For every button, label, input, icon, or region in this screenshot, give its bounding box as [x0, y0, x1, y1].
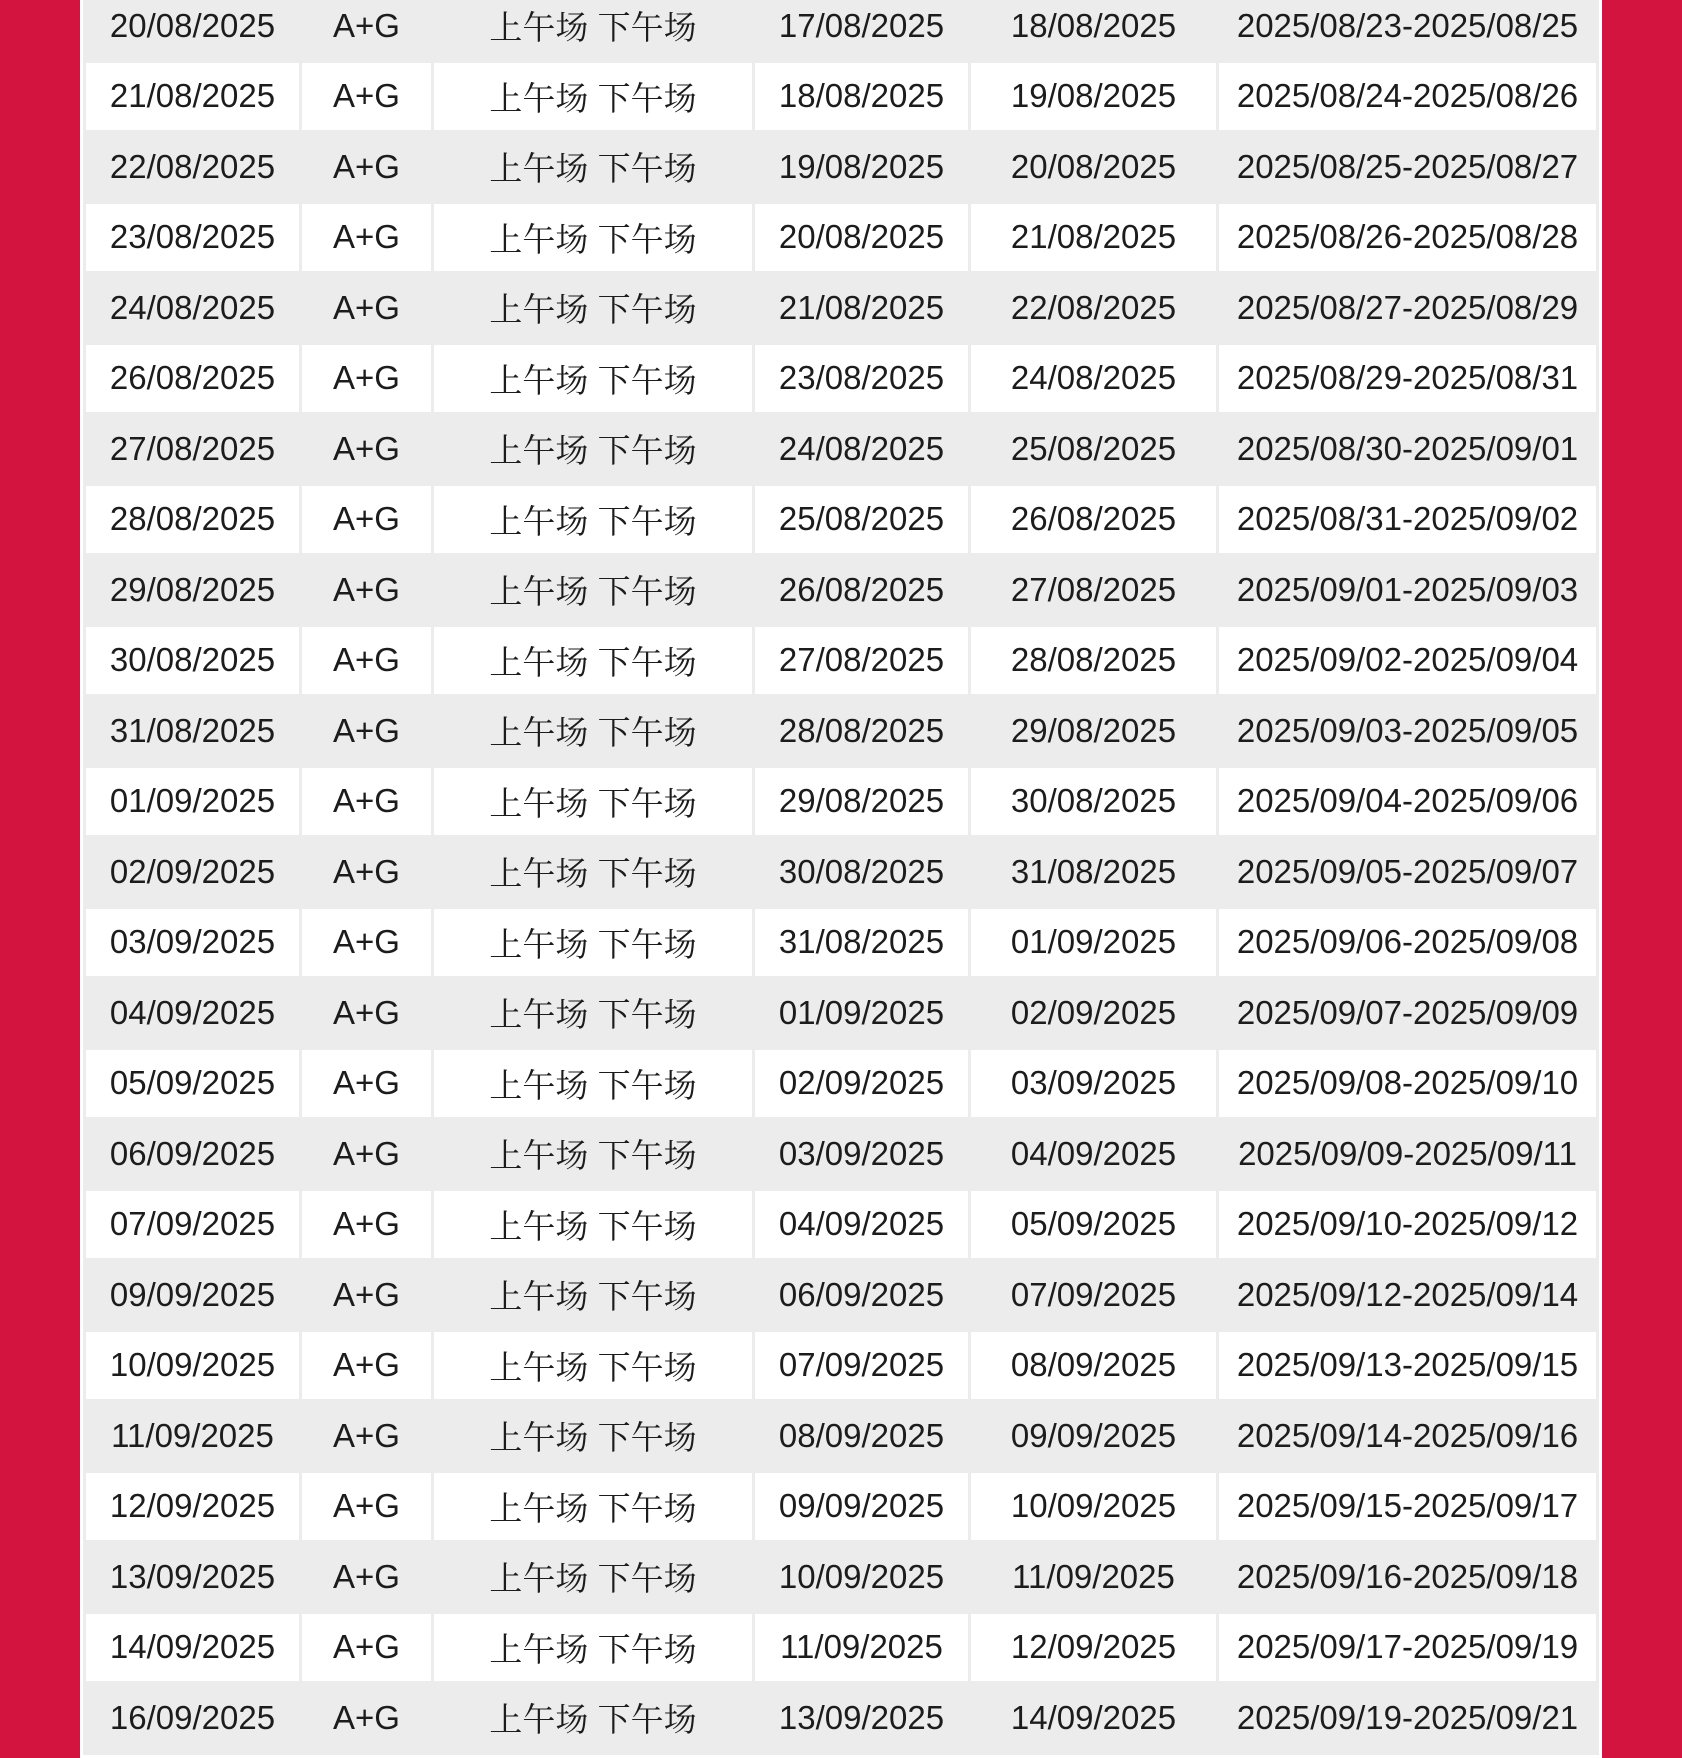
cell-sessions: 上午场 下午场 [434, 204, 752, 272]
cell-sessions: 上午场 下午场 [434, 1120, 752, 1188]
cell-presale-date-b: 08/09/2025 [971, 1332, 1216, 1400]
cell-presale-date-b: 24/08/2025 [971, 345, 1216, 413]
table-row [86, 627, 1596, 695]
table-row [86, 486, 1596, 554]
table-row [86, 1120, 1596, 1188]
cell-sessions: 上午场 下午场 [434, 133, 752, 201]
cell-presale-date-a: 06/09/2025 [755, 1261, 968, 1329]
cell-presale-date-a: 23/08/2025 [755, 345, 968, 413]
cell-validity-date-range: 2025/09/05-2025/09/07 [1219, 838, 1596, 906]
cell-ticket-type: A+G [302, 486, 431, 554]
cell-show-date: 13/09/2025 [86, 1543, 299, 1611]
cell-sessions: 上午场 下午场 [434, 1050, 752, 1118]
cell-ticket-type: A+G [302, 838, 431, 906]
cell-validity-date-range: 2025/09/03-2025/09/05 [1219, 697, 1596, 765]
table-row [86, 0, 1596, 60]
cell-sessions: 上午场 下午场 [434, 909, 752, 977]
cell-show-date: 01/09/2025 [86, 768, 299, 836]
cell-show-date: 27/08/2025 [86, 415, 299, 483]
table-row [86, 1191, 1596, 1259]
cell-presale-date-b: 18/08/2025 [971, 0, 1216, 60]
cell-show-date: 14/09/2025 [86, 1614, 299, 1682]
cell-ticket-type: A+G [302, 909, 431, 977]
cell-ticket-type: A+G [302, 274, 431, 342]
cell-validity-date-range: 2025/08/24-2025/08/26 [1219, 63, 1596, 131]
cell-sessions: 上午场 下午场 [434, 1543, 752, 1611]
cell-sessions: 上午场 下午场 [434, 1684, 752, 1752]
cell-presale-date-b: 28/08/2025 [971, 627, 1216, 695]
table-row [86, 274, 1596, 342]
cell-ticket-type: A+G [302, 627, 431, 695]
cell-presale-date-a: 11/09/2025 [755, 1614, 968, 1682]
cell-show-date: 22/08/2025 [86, 133, 299, 201]
cell-sessions: 上午场 下午场 [434, 1614, 752, 1682]
table-row [86, 204, 1596, 272]
cell-validity-date-range: 2025/08/27-2025/08/29 [1219, 274, 1596, 342]
cell-validity-date-range: 2025/09/14-2025/09/16 [1219, 1402, 1596, 1470]
cell-sessions: 上午场 下午场 [434, 415, 752, 483]
cell-ticket-type: A+G [302, 1684, 431, 1752]
cell-presale-date-a: 21/08/2025 [755, 274, 968, 342]
cell-presale-date-a: 20/08/2025 [755, 204, 968, 272]
table-row [86, 1402, 1596, 1470]
table-row [86, 1261, 1596, 1329]
table-row [86, 1614, 1596, 1682]
cell-show-date: 21/08/2025 [86, 63, 299, 131]
table-row [86, 345, 1596, 413]
cell-presale-date-a: 19/08/2025 [755, 133, 968, 201]
cell-ticket-type: A+G [302, 979, 431, 1047]
cell-sessions: 上午场 下午场 [434, 1402, 752, 1470]
cell-show-date: 23/08/2025 [86, 204, 299, 272]
cell-presale-date-a: 25/08/2025 [755, 486, 968, 554]
cell-ticket-type: A+G [302, 1261, 431, 1329]
cell-presale-date-b: 19/08/2025 [971, 63, 1216, 131]
cell-ticket-type: A+G [302, 1614, 431, 1682]
cell-presale-date-b: 07/09/2025 [971, 1261, 1216, 1329]
cell-ticket-type: A+G [302, 1191, 431, 1259]
schedule-table [83, 0, 1599, 1755]
cell-ticket-type: A+G [302, 415, 431, 483]
cell-presale-date-b: 14/09/2025 [971, 1684, 1216, 1752]
cell-presale-date-a: 18/08/2025 [755, 63, 968, 131]
cell-presale-date-a: 24/08/2025 [755, 415, 968, 483]
cell-validity-date-range: 2025/09/06-2025/09/08 [1219, 909, 1596, 977]
cell-presale-date-b: 04/09/2025 [971, 1120, 1216, 1188]
cell-sessions: 上午场 下午场 [434, 486, 752, 554]
cell-validity-date-range: 2025/09/16-2025/09/18 [1219, 1543, 1596, 1611]
cell-validity-date-range: 2025/09/01-2025/09/03 [1219, 556, 1596, 624]
cell-show-date: 31/08/2025 [86, 697, 299, 765]
cell-presale-date-a: 30/08/2025 [755, 838, 968, 906]
cell-sessions: 上午场 下午场 [434, 838, 752, 906]
cell-sessions: 上午场 下午场 [434, 768, 752, 836]
cell-ticket-type: A+G [302, 1473, 431, 1541]
cell-show-date: 29/08/2025 [86, 556, 299, 624]
cell-ticket-type: A+G [302, 63, 431, 131]
cell-presale-date-a: 26/08/2025 [755, 556, 968, 624]
cell-sessions: 上午场 下午场 [434, 274, 752, 342]
cell-presale-date-a: 01/09/2025 [755, 979, 968, 1047]
cell-validity-date-range: 2025/09/13-2025/09/15 [1219, 1332, 1596, 1400]
cell-sessions: 上午场 下午场 [434, 1473, 752, 1541]
table-row [86, 1050, 1596, 1118]
cell-show-date: 10/09/2025 [86, 1332, 299, 1400]
cell-presale-date-b: 03/09/2025 [971, 1050, 1216, 1118]
table-row [86, 1332, 1596, 1400]
table-row [86, 697, 1596, 765]
schedule-table-area [80, 0, 1602, 1755]
cell-sessions: 上午场 下午场 [434, 1191, 752, 1259]
cell-show-date: 07/09/2025 [86, 1191, 299, 1259]
cell-presale-date-b: 01/09/2025 [971, 909, 1216, 977]
cell-show-date: 30/08/2025 [86, 627, 299, 695]
cell-show-date: 09/09/2025 [86, 1261, 299, 1329]
cell-presale-date-b: 02/09/2025 [971, 979, 1216, 1047]
cell-presale-date-a: 31/08/2025 [755, 909, 968, 977]
table-row [86, 133, 1596, 201]
cell-ticket-type: A+G [302, 768, 431, 836]
schedule-table-body [86, 0, 1596, 1752]
cell-presale-date-a: 27/08/2025 [755, 627, 968, 695]
cell-ticket-type: A+G [302, 697, 431, 765]
table-row [86, 1473, 1596, 1541]
cell-show-date: 04/09/2025 [86, 979, 299, 1047]
cell-presale-date-b: 21/08/2025 [971, 204, 1216, 272]
cell-sessions: 上午场 下午场 [434, 556, 752, 624]
table-row [86, 63, 1596, 131]
cell-sessions: 上午场 下午场 [434, 1332, 752, 1400]
cell-validity-date-range: 2025/08/30-2025/09/01 [1219, 415, 1596, 483]
cell-show-date: 06/09/2025 [86, 1120, 299, 1188]
cell-sessions: 上午场 下午场 [434, 63, 752, 131]
cell-show-date: 02/09/2025 [86, 838, 299, 906]
cell-show-date: 20/08/2025 [86, 0, 299, 60]
cell-presale-date-b: 30/08/2025 [971, 768, 1216, 836]
cell-presale-date-b: 20/08/2025 [971, 133, 1216, 201]
cell-validity-date-range: 2025/08/29-2025/08/31 [1219, 345, 1596, 413]
cell-validity-date-range: 2025/09/17-2025/09/19 [1219, 1614, 1596, 1682]
cell-sessions: 上午场 下午场 [434, 627, 752, 695]
cell-sessions: 上午场 下午场 [434, 697, 752, 765]
cell-validity-date-range: 2025/08/31-2025/09/02 [1219, 486, 1596, 554]
cell-ticket-type: A+G [302, 133, 431, 201]
cell-show-date: 03/09/2025 [86, 909, 299, 977]
cell-sessions: 上午场 下午场 [434, 1261, 752, 1329]
table-row [86, 556, 1596, 624]
cell-validity-date-range: 2025/09/08-2025/09/10 [1219, 1050, 1596, 1118]
cell-presale-date-b: 22/08/2025 [971, 274, 1216, 342]
cell-validity-date-range: 2025/08/25-2025/08/27 [1219, 133, 1596, 201]
right-red-band [1602, 0, 1682, 1758]
cell-validity-date-range: 2025/09/02-2025/09/04 [1219, 627, 1596, 695]
cell-validity-date-range: 2025/09/19-2025/09/21 [1219, 1684, 1596, 1752]
cell-validity-date-range: 2025/09/12-2025/09/14 [1219, 1261, 1596, 1329]
cell-ticket-type: A+G [302, 204, 431, 272]
cell-presale-date-b: 27/08/2025 [971, 556, 1216, 624]
cell-validity-date-range: 2025/08/26-2025/08/28 [1219, 204, 1596, 272]
cell-presale-date-a: 02/09/2025 [755, 1050, 968, 1118]
table-row [86, 1543, 1596, 1611]
cell-presale-date-a: 10/09/2025 [755, 1543, 968, 1611]
cell-presale-date-b: 31/08/2025 [971, 838, 1216, 906]
cell-presale-date-a: 28/08/2025 [755, 697, 968, 765]
cell-validity-date-range: 2025/09/10-2025/09/12 [1219, 1191, 1596, 1259]
cell-sessions: 上午场 下午场 [434, 345, 752, 413]
table-row [86, 768, 1596, 836]
cell-presale-date-a: 07/09/2025 [755, 1332, 968, 1400]
cell-validity-date-range: 2025/09/04-2025/09/06 [1219, 768, 1596, 836]
cell-validity-date-range: 2025/09/09-2025/09/11 [1219, 1120, 1596, 1188]
cell-show-date: 26/08/2025 [86, 345, 299, 413]
cell-presale-date-a: 09/09/2025 [755, 1473, 968, 1541]
cell-presale-date-b: 05/09/2025 [971, 1191, 1216, 1259]
cell-presale-date-a: 13/09/2025 [755, 1684, 968, 1752]
table-row [86, 909, 1596, 977]
cell-ticket-type: A+G [302, 1402, 431, 1470]
cell-ticket-type: A+G [302, 1543, 431, 1611]
cell-show-date: 12/09/2025 [86, 1473, 299, 1541]
cell-presale-date-b: 25/08/2025 [971, 415, 1216, 483]
cell-presale-date-b: 11/09/2025 [971, 1543, 1216, 1611]
cell-presale-date-b: 26/08/2025 [971, 486, 1216, 554]
table-row [86, 838, 1596, 906]
cell-show-date: 11/09/2025 [86, 1402, 299, 1470]
cell-show-date: 16/09/2025 [86, 1684, 299, 1752]
cell-presale-date-a: 04/09/2025 [755, 1191, 968, 1259]
cell-validity-date-range: 2025/09/15-2025/09/17 [1219, 1473, 1596, 1541]
cell-presale-date-b: 29/08/2025 [971, 697, 1216, 765]
left-red-band [0, 0, 80, 1758]
cell-presale-date-a: 03/09/2025 [755, 1120, 968, 1188]
table-row [86, 979, 1596, 1047]
cell-presale-date-b: 09/09/2025 [971, 1402, 1216, 1470]
table-row [86, 1684, 1596, 1752]
cell-ticket-type: A+G [302, 556, 431, 624]
cell-ticket-type: A+G [302, 1050, 431, 1118]
cell-sessions: 上午场 下午场 [434, 0, 752, 60]
cell-presale-date-a: 08/09/2025 [755, 1402, 968, 1470]
cell-show-date: 05/09/2025 [86, 1050, 299, 1118]
table-row [86, 415, 1596, 483]
cell-show-date: 24/08/2025 [86, 274, 299, 342]
cell-ticket-type: A+G [302, 1120, 431, 1188]
cell-ticket-type: A+G [302, 1332, 431, 1400]
cell-presale-date-b: 12/09/2025 [971, 1614, 1216, 1682]
cell-ticket-type: A+G [302, 345, 431, 413]
cell-sessions: 上午场 下午场 [434, 979, 752, 1047]
cell-show-date: 28/08/2025 [86, 486, 299, 554]
cell-validity-date-range: 2025/08/23-2025/08/25 [1219, 0, 1596, 60]
cell-presale-date-a: 29/08/2025 [755, 768, 968, 836]
cell-ticket-type: A+G [302, 0, 431, 60]
cell-presale-date-a: 17/08/2025 [755, 0, 968, 60]
cell-validity-date-range: 2025/09/07-2025/09/09 [1219, 979, 1596, 1047]
cell-presale-date-b: 10/09/2025 [971, 1473, 1216, 1541]
